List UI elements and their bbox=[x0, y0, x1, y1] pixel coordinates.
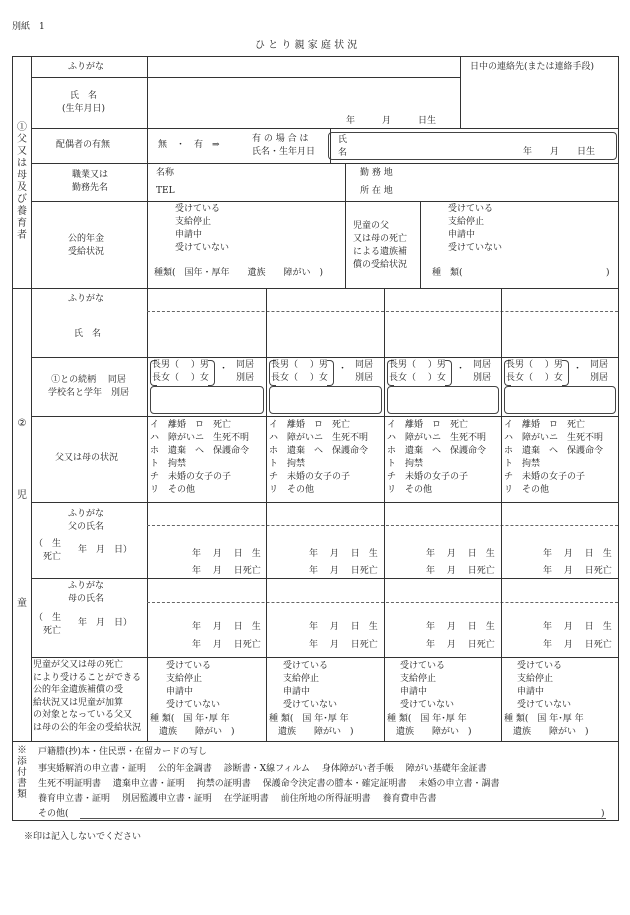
bereavement-options[interactable]: 受けている 支給停止 申請中 受けていない bbox=[448, 204, 503, 253]
attachments-label: ※添付書類 bbox=[17, 745, 27, 800]
section2-label-child: 児 bbox=[17, 490, 27, 501]
child2-status[interactable]: イ 離婚 ロ 死亡 ハ 障がいニ 生死不明 ホ 遺棄 ヘ 保護命令 ト 拘禁 チ 未婚の女子の子 リ その他 bbox=[269, 420, 369, 495]
child1-mother-death[interactable]: 年 月 日死亡 bbox=[192, 640, 261, 650]
child1-live[interactable]: 同居 別居 bbox=[236, 360, 255, 383]
spouse-if-label: 有 の 場 合 は 氏名・生年月日 bbox=[252, 134, 316, 157]
parent-status-label: 父又は母の状況 bbox=[55, 453, 119, 463]
father-bd-label: （ 生 死亡 bbox=[34, 539, 62, 562]
job-label: 職業又は 勤務先名 bbox=[72, 170, 109, 193]
child4-school-bracket[interactable] bbox=[504, 386, 616, 414]
child2-pension-type[interactable]: 種 類( 国 年･厚 年 遺族 障がい ) bbox=[269, 714, 354, 737]
child1-status[interactable]: イ 離婚 ロ 死亡 ハ 障がいニ 生死不明 ホ 遺棄 ヘ 保護命令 ト 拘禁 チ 未婚の女子の子 リ その他 bbox=[150, 420, 250, 495]
child3-live[interactable]: 同居 別居 bbox=[473, 360, 492, 383]
child2-dot: ・ bbox=[338, 364, 348, 374]
child2-mother-death[interactable]: 年 月 日死亡 bbox=[309, 640, 378, 650]
child3-father-birth[interactable]: 年 月 日 生 bbox=[426, 549, 495, 559]
pension-label: 公的年金 受給状況 bbox=[68, 234, 105, 257]
child-furigana-label: ふりがな bbox=[68, 294, 105, 304]
attachment-line-4: 養育申立書・証明 別居監護申立書・証明 在学証明書 前住所地の所得証明書 養育費申告書 bbox=[38, 794, 437, 804]
relation-label: ①との続柄 同居 学校名と学年 別居 bbox=[48, 375, 130, 398]
mother-bd-label: （ 生 死亡 bbox=[34, 613, 62, 636]
pension-options[interactable]: 受けている 支給停止 申請中 受けていない bbox=[175, 204, 230, 253]
child4-father-death[interactable]: 年 月 日死亡 bbox=[543, 566, 612, 576]
child3-school-bracket[interactable] bbox=[387, 386, 499, 414]
child3-father-death[interactable]: 年 月 日死亡 bbox=[426, 566, 495, 576]
parent-name-label: 氏 名 (生年月日) bbox=[62, 91, 106, 114]
child3-pension-type[interactable]: 種 類( 国 年･厚 年 遺族 障がい ) bbox=[387, 714, 472, 737]
parent-dob-field[interactable]: 年 月 日生 bbox=[346, 116, 437, 126]
section2-label-children: 童 bbox=[17, 598, 27, 609]
child1-father-death[interactable]: 年 月 日死亡 bbox=[192, 566, 261, 576]
mother-label: ふりがな 母の氏名 bbox=[68, 581, 105, 604]
bereavement-type-close: ) bbox=[606, 268, 610, 278]
child3-dot: ・ bbox=[456, 364, 466, 374]
spouse-label: 配偶者の有無 bbox=[56, 140, 111, 150]
attachment-line-3: 生死不明証明書 遺棄申立書・証明 拘禁の証明書 保護命令決定書の謄本・確定証明書 未婚の申立書・調書 bbox=[38, 779, 500, 789]
child4-mother-death[interactable]: 年 月 日死亡 bbox=[543, 640, 612, 650]
child2-school-bracket[interactable] bbox=[269, 386, 382, 414]
work-address-field[interactable]: 所 在 地 bbox=[360, 186, 393, 196]
parent-furigana-label: ふりがな bbox=[68, 62, 105, 72]
child1-school-bracket[interactable] bbox=[150, 386, 264, 414]
section1-label: ①父又は母及び養育者 bbox=[17, 122, 27, 241]
child3-pension[interactable]: 受けている 支給停止 申請中 受けていない bbox=[400, 661, 455, 710]
pension-type[interactable]: 種類( 国年・厚年 遺族 障がい ) bbox=[154, 268, 324, 278]
child3-status[interactable]: イ 離婚 ロ 死亡 ハ 障がいニ 生死不明 ホ 遺棄 ヘ 保護命令 ト 拘禁 チ 未婚の女子の子 リ その他 bbox=[387, 420, 487, 495]
child-pension-label: 児童が父又は母の死亡 により受けることができる 公的年金遺族補償の受 給状況又は児童が加算 の対象となっている父又 は母の公的年金の受給状況 bbox=[33, 660, 142, 733]
child4-dot: ・ bbox=[573, 364, 583, 374]
bereavement-type[interactable]: 種 類( bbox=[432, 268, 463, 278]
footer-note: ※印は記入しないでください bbox=[24, 832, 142, 842]
child4-father-birth[interactable]: 年 月 日 生 bbox=[543, 549, 612, 559]
child1-pension[interactable]: 受けている 支給停止 申請中 受けていない bbox=[166, 661, 221, 710]
bereavement-label: 児童の父 又は母の死亡 による遺族補 償の受給状況 bbox=[353, 221, 408, 270]
child-name-label: 氏 名 bbox=[74, 329, 102, 339]
spouse-name-field[interactable]: 氏 名 bbox=[338, 135, 348, 158]
father-label: ふりがな 父の氏名 bbox=[68, 509, 105, 532]
spouse-dob-field[interactable]: 年 月 日生 bbox=[523, 147, 596, 157]
daytime-contact-label: 日中の連絡先(または連絡手段) bbox=[470, 62, 595, 72]
child1-pension-type[interactable]: 種 類( 国 年･厚 年 遺族 障がい ) bbox=[150, 714, 235, 737]
job-tel-field[interactable]: TEL bbox=[156, 186, 175, 196]
child2-pension[interactable]: 受けている 支給停止 申請中 受けていない bbox=[283, 661, 338, 710]
child1-father-birth[interactable]: 年 月 日 生 bbox=[192, 549, 261, 559]
child2-live[interactable]: 同居 別居 bbox=[355, 360, 374, 383]
sheet-number: 別紙 1 bbox=[12, 22, 45, 32]
child1-sex[interactable]: 長男（ ）男 長女（ ）女 bbox=[152, 360, 209, 383]
child4-live[interactable]: 同居 別居 bbox=[590, 360, 609, 383]
attachment-line-2: 事実婚解消の申立書・証明 公的年金調書 診断書・X線フィルム 身体障がい者手帳 障がい基礎年金証書 bbox=[38, 764, 487, 774]
child2-father-death[interactable]: 年 月 日死亡 bbox=[309, 566, 378, 576]
child1-mother-birth[interactable]: 年 月 日 生 bbox=[192, 622, 261, 632]
job-name-field[interactable]: 名称 bbox=[156, 168, 175, 178]
child4-mother-birth[interactable]: 年 月 日 生 bbox=[543, 622, 612, 632]
child4-pension-type[interactable]: 種 類( 国 年･厚 年 遺族 障がい ) bbox=[504, 714, 589, 737]
attachment-line-1: 戸籍謄(抄)本・住民票・在留カードの写し bbox=[38, 747, 208, 757]
attachment-other-close: ) bbox=[601, 809, 605, 819]
attachment-other-field[interactable] bbox=[80, 818, 606, 819]
child4-pension[interactable]: 受けている 支給停止 申請中 受けていない bbox=[517, 661, 572, 710]
child2-sex[interactable]: 長男（ ）男 長女（ ）女 bbox=[271, 360, 328, 383]
section2-number: ② bbox=[17, 418, 27, 429]
mother-bd-ymd: 年 月 日） bbox=[78, 618, 133, 628]
child3-sex[interactable]: 長男（ ）男 長女（ ）女 bbox=[389, 360, 446, 383]
father-bd-ymd: 年 月 日） bbox=[78, 545, 133, 555]
work-place-field[interactable]: 勤 務 地 bbox=[360, 168, 393, 178]
child3-mother-birth[interactable]: 年 月 日 生 bbox=[426, 622, 495, 632]
child2-father-birth[interactable]: 年 月 日 生 bbox=[309, 549, 378, 559]
attachment-other-label: その他( bbox=[38, 809, 69, 819]
child4-status[interactable]: イ 離婚 ロ 死亡 ハ 障がいニ 生死不明 ホ 遺棄 ヘ 保護命令 ト 拘禁 チ 未婚の女子の子 リ その他 bbox=[504, 420, 604, 495]
child3-mother-death[interactable]: 年 月 日死亡 bbox=[426, 640, 495, 650]
child1-dot: ・ bbox=[219, 364, 229, 374]
spouse-options[interactable]: 無 ・ 有 ⇒ bbox=[158, 140, 220, 150]
page-title: ひ と り 親 家 庭 状 況 bbox=[255, 40, 358, 51]
child2-mother-birth[interactable]: 年 月 日 生 bbox=[309, 622, 378, 632]
child4-sex[interactable]: 長男（ ）男 長女（ ）女 bbox=[506, 360, 563, 383]
